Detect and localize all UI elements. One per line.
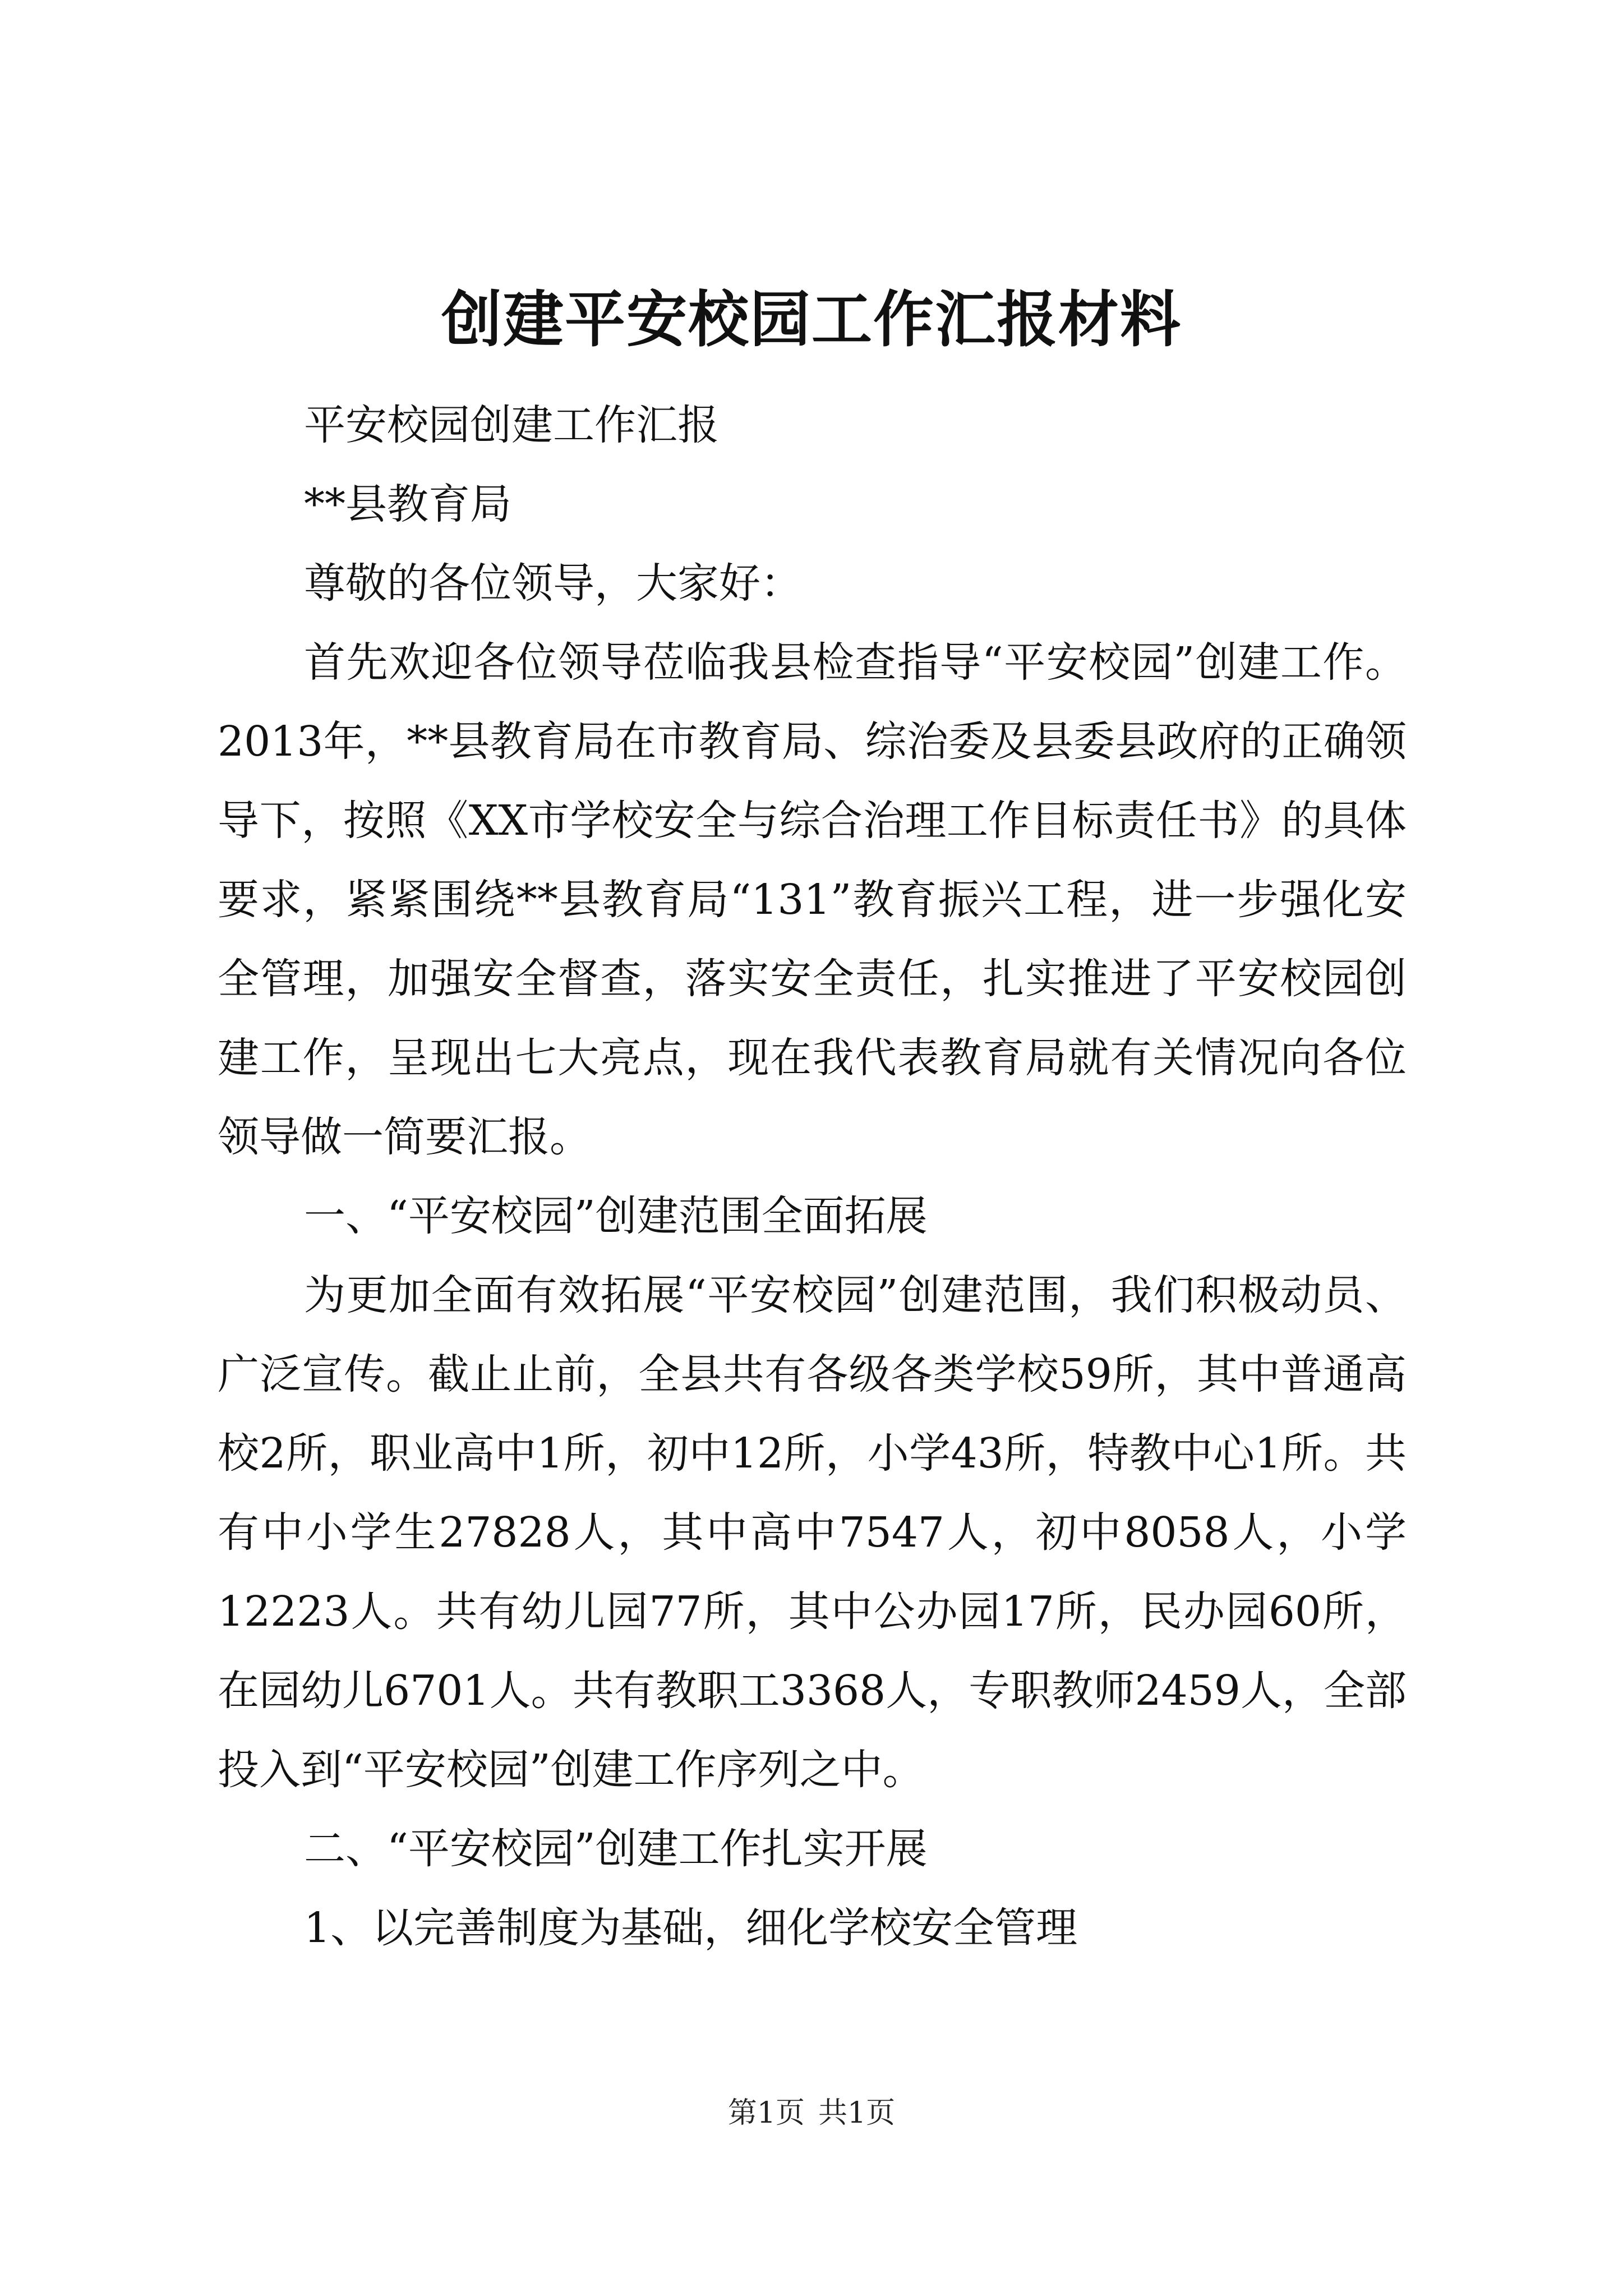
document-author: **县教育局	[304, 480, 511, 528]
subsection-heading-1: 1、以完善制度为基础，细化学校安全管理	[304, 1904, 1078, 1952]
page-footer	[0, 2093, 1623, 2133]
section-1-paragraph: 为更加全面有效拓展“平安校园”创建范围，我们积极动员、广泛宣传。截止止前，全县共有各级各类学校59所，其中普通高校2所，职业高中1所，初中12所，小学43所，特教中心1所。共有中小学生27828人，其中高中7547人，初中8058人，小学12223人。共有幼儿园77所，其中公办园17所，民办园60所，在园幼儿6701人。共有教职工3368人，专职教师2459人，全部投入到“平安校园”创建工作序列之中。	[218, 1271, 1407, 1794]
salutation: 尊敬的各位领导，大家好：	[304, 559, 802, 608]
page-total: 共1页	[818, 2096, 896, 2130]
section-heading-1: 一、“平安校园”创建范围全面拓展	[304, 1192, 928, 1240]
document-title: 创建平安校园工作汇报材料	[441, 284, 1182, 355]
document-subtitle: 平安校园创建工作汇报	[304, 401, 719, 449]
intro-paragraph: 首先欢迎各位领导莅临我县检查指导“平安校园”创建工作。2013年，**县教育局在市教育局、综治委及县委县政府的正确领导下，按照《XX市学校安全与综合治理工作目标责任书》的具体要求，紧紧围绕**县教育局“131”教育振兴工程，进一步强化安全管理，加强安全督查，落实安全责任，扎实推进了平安校园创建工作，呈现出七大亮点，现在我代表教育局就有关情况向各位领导做一简要汇报。	[218, 638, 1407, 1161]
page-number: 第1页	[727, 2096, 805, 2130]
section-heading-2: 二、“平安校园”创建工作扎实开展	[304, 1825, 928, 1873]
document-body	[218, 386, 1407, 1968]
